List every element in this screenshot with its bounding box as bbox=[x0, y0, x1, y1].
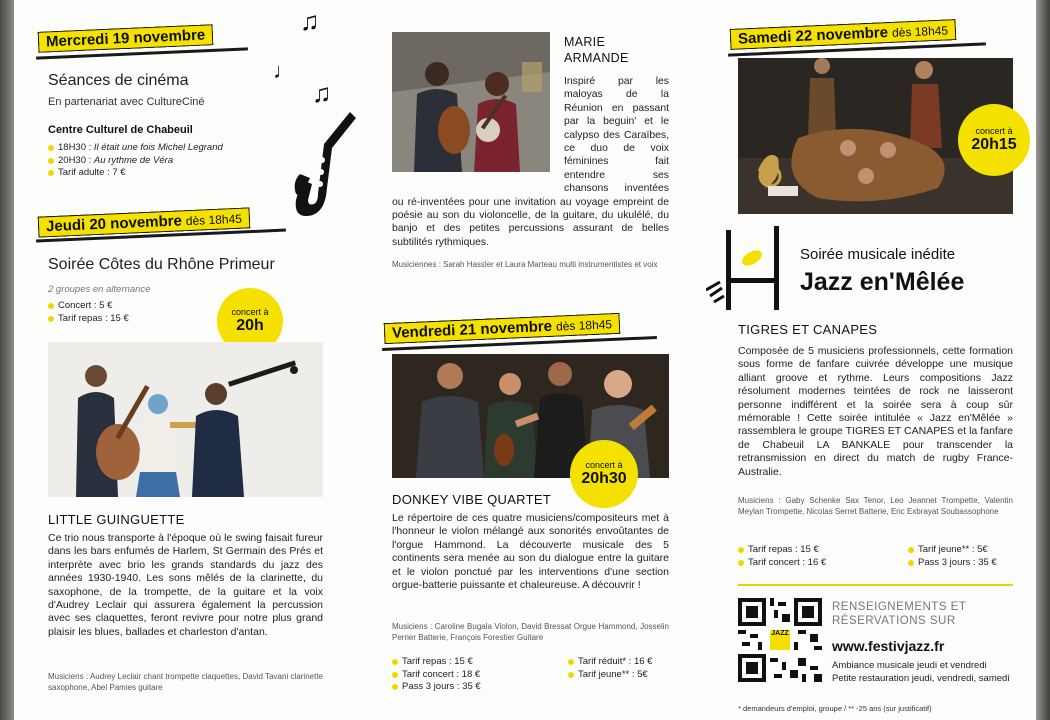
left-edge bbox=[0, 0, 14, 720]
info-heading bbox=[832, 600, 966, 628]
donkey-vibe-prices-left bbox=[392, 656, 481, 694]
badge-label: concert à bbox=[975, 126, 1013, 136]
list-item: Tarif réduit* : 16 € bbox=[568, 656, 652, 669]
marie-armande-description bbox=[392, 75, 669, 249]
info-line: Petite restauration jeudi, vendredi, samedi bbox=[832, 672, 1010, 684]
day-label: Mercredi 19 novembre bbox=[45, 26, 206, 51]
screening-film: Au rythme de Véra bbox=[93, 154, 174, 166]
badge-label: concert à bbox=[585, 460, 623, 470]
website-link[interactable]: www.festivjazz.fr bbox=[832, 638, 945, 654]
divider bbox=[738, 584, 1013, 586]
list-item: Tarif repas : 15 € bbox=[48, 313, 129, 326]
saxophone-icon bbox=[292, 108, 362, 223]
heading-line: RÉSERVATIONS SUR bbox=[832, 615, 956, 627]
heading-line: RENSEIGNEMENTS ET bbox=[832, 601, 967, 613]
list-item bbox=[48, 167, 223, 180]
footnote: * demandeurs d'emploi, groupe / ** -25 ans (sur justificatif) bbox=[738, 704, 932, 713]
tigres-prices-right bbox=[908, 544, 997, 569]
ticket-price: Tarif adulte : 7 € bbox=[58, 167, 126, 178]
tigres-canapes-credits: Musiciens : Gaby Schenke Sax Tenor, Leo Jeannet Trompette, Valentin Meylan Trompette, Nicolas Serret Batterie, Eric Exbrayat Soubassophone bbox=[738, 496, 1013, 516]
info-lines bbox=[832, 660, 1009, 685]
concert-time-badge bbox=[958, 104, 1030, 176]
day-time: dès 18h45 bbox=[185, 211, 243, 229]
cinema-venue: Centre Culturel de Chabeuil bbox=[48, 124, 193, 136]
rhone-prices bbox=[48, 300, 129, 325]
soiree-subtitle: Soirée musicale inédite bbox=[800, 246, 956, 263]
list-item: Tarif concert : 16 € bbox=[738, 557, 826, 570]
badge-time: 20h15 bbox=[971, 136, 1017, 153]
list-item: Tarif concert : 18 € bbox=[392, 669, 481, 682]
title-line: MARIE bbox=[564, 35, 606, 49]
tigres-canapes-title: TIGRES ET CANAPES bbox=[738, 322, 878, 337]
list-item: Pass 3 jours : 35 € bbox=[908, 557, 997, 570]
donkey-vibe-description: Le répertoire de ces quatre musiciens/compositeurs met à l'honneur le violon mélangé aux sonorités envoûtantes de l'orgue Hammond. La découverte musicale des 5 continents sera menée au son du dialogue entre la guitare et le violon ponctué par les interventions d'une section orgue-batterie puissante et chaleureuse. A découvrir ! bbox=[392, 512, 669, 592]
description-text: Inspiré par les maloyas de la Réunion en passant par la beguin' et le calypso des Caraïbes, ce duo de voix féminines fait entendre ses chansons inventées ou ré-inventées pour une invitation au voyage empreint de poésie au son du violoncelle, de la guitare, du ukulélé, du banjo et des petites percussions assurant de belles subtilités rythmiques. bbox=[392, 76, 669, 248]
list-item: Concert : 5 € bbox=[48, 300, 129, 313]
donkey-vibe-prices-right bbox=[568, 656, 652, 681]
right-edge bbox=[1036, 0, 1050, 720]
list-item: Tarif jeune** : 5€ bbox=[568, 669, 652, 682]
day-label: Vendredi 21 novembre bbox=[391, 317, 553, 342]
music-note-icon: ♫ bbox=[312, 78, 332, 108]
list-item bbox=[48, 142, 223, 155]
rhone-note: 2 groupes en alternance bbox=[48, 284, 151, 295]
list-item bbox=[48, 155, 223, 168]
day-time: dès 18h45 bbox=[555, 317, 613, 334]
guinguette-title: LITTLE GUINGUETTE bbox=[48, 512, 185, 527]
guinguette-description: Ce trio nous transporte à l'époque où le swing faisait fureur dans les bars enfumés de Harlem, St Germain des Prés et interprète avec brio les grands standards du jazz des années 1930-1940. Les sons mêlés de la clarinette, du saxophone, de la trompette, de la guitare et la voix d'Audrey Leclair qui assurera également la percussion avec ses claquettes, feront revivre pour notre plus grand plaisir les blues, ballades et charleston d'antan. bbox=[48, 532, 323, 638]
day-label: Jeudi 20 novembre bbox=[45, 212, 183, 236]
badge-time: 20h30 bbox=[581, 470, 627, 487]
music-note-icon: ♫ bbox=[300, 6, 320, 36]
cinema-schedule bbox=[48, 142, 223, 180]
jazz-en-melee-brand: Jazz en'Mêlée bbox=[800, 268, 965, 296]
tigres-canapes-description: Composée de 5 musiciens professionnels, cette formation sous forme de fanfare cuivrée développe une musique alliant groove et rythme. Leurs compositions Jazz résolument modernes teintées de rock ne laisseront personne indifférent et la soirée sera à coup sûr mémorable ! Cette soirée intitulée « Jazz en'Mêlée » rassemblera le groupe TIGRES ET CANAPES et la fanfare de Chabeuil LA BANKALE pour transcender la retransmission en direct du match de rugby France-Australie. bbox=[738, 345, 1013, 478]
cinema-title: Séances de cinéma bbox=[48, 72, 189, 89]
info-line: Ambiance musicale jeudi et vendredi bbox=[832, 660, 987, 671]
badge-time: 20h bbox=[236, 317, 264, 334]
donkey-vibe-credits: Musiciens : Caroline Bugala Violon, David Bressat Orgue Hammond, Josselin Perrier Batterie, François Forestier Guitare bbox=[392, 622, 669, 642]
qr-label: JAZZ bbox=[771, 630, 789, 637]
qr-code-icon[interactable] bbox=[738, 598, 822, 682]
list-item: Pass 3 jours : 35 € bbox=[392, 681, 481, 694]
screening-film: Il était une fois Michel Legrand bbox=[93, 142, 223, 153]
badge-label: concert à bbox=[231, 307, 269, 317]
tigres-prices-left bbox=[738, 544, 826, 569]
marie-armande-credits: Musiciennes : Sarah Hassler et Laura Marteau multi instrumentistes et voix bbox=[392, 260, 658, 269]
list-item: Tarif repas : 15 € bbox=[392, 656, 481, 669]
rhone-title: Soirée Côtes du Rhône Primeur bbox=[48, 256, 275, 273]
cinema-partner: En partenariat avec CultureCiné bbox=[48, 96, 205, 108]
day-time: dès 18h45 bbox=[891, 23, 949, 40]
screening-time: 18H30 : bbox=[58, 142, 94, 153]
marie-armande-title bbox=[564, 34, 629, 66]
donkey-vibe-title: DONKEY VIBE QUARTET bbox=[392, 492, 552, 507]
music-note-icon: ♩ bbox=[273, 58, 295, 83]
list-item: Tarif repas : 15 € bbox=[738, 544, 826, 557]
screening-time: 20H30 : bbox=[58, 154, 94, 166]
text-wrap-spacer bbox=[392, 75, 564, 185]
day-label: Samedi 22 novembre bbox=[737, 24, 889, 48]
concert-time-badge bbox=[570, 440, 638, 508]
list-item: Tarif jeune** : 5€ bbox=[908, 544, 997, 557]
little-guinguette-photo bbox=[48, 342, 323, 497]
title-line: ARMANDE bbox=[564, 51, 629, 65]
rugby-goal-icon bbox=[706, 226, 786, 312]
day-banner-wednesday bbox=[38, 24, 214, 53]
guinguette-credits: Musiciens : Audrey Leclair chant trompette claquettes, David Tavani clarinette saxophone, Abel Pamies guitare bbox=[48, 672, 323, 692]
